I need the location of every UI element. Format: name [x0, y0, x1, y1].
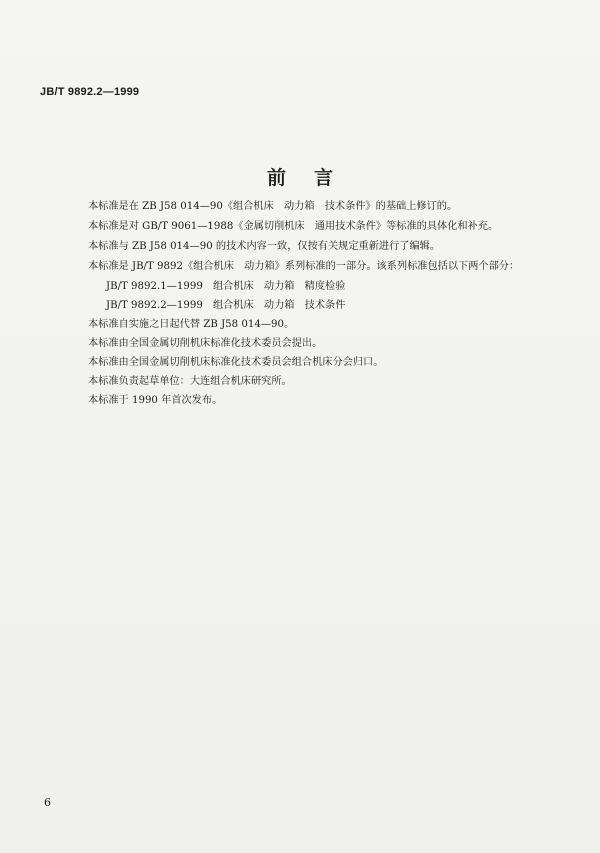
- page-title: 前言: [266, 167, 361, 189]
- paragraph: 本标准由全国金属切削机床标准化技术委员会组合机床分会归口。: [88, 357, 384, 368]
- list-item: JB/T 9892.2—1999 组合机床 动力箱 技术条件: [106, 300, 346, 311]
- paragraph: 本标准自实施之日起代替 ZB J58 014—90。: [88, 319, 295, 330]
- paragraph: 本标准是 JB/T 9892《组合机床 动力箱》系列标准的一部分。该系列标准包括以下两个部分：: [88, 261, 520, 272]
- standard-code: JB/T 9892.2—1999: [40, 86, 140, 98]
- paragraph: 本标准与 ZB J58 014—90 的技术内容一致，仅按有关规定重新进行了编辑。: [88, 241, 441, 252]
- page-number: 6: [44, 796, 51, 809]
- paragraph: 本标准负责起草单位：大连组合机床研究所。: [88, 376, 292, 387]
- paragraph: 本标准是对 GB/T 9061—1988《金属切削机床 通用技术条件》等标准的具体化和补充。: [88, 221, 499, 232]
- paragraph: 本标准由全国金属切削机床标准化技术委员会提出。: [88, 338, 323, 349]
- list-item: JB/T 9892.1—1999 组合机床 动力箱 精度检验: [106, 281, 346, 292]
- paragraph: 本标准于 1990 年首次发布。: [88, 395, 223, 406]
- paragraph: 本标准是在 ZB J58 014—90《组合机床 动力箱 技术条件》的基础上修订的。: [88, 201, 458, 212]
